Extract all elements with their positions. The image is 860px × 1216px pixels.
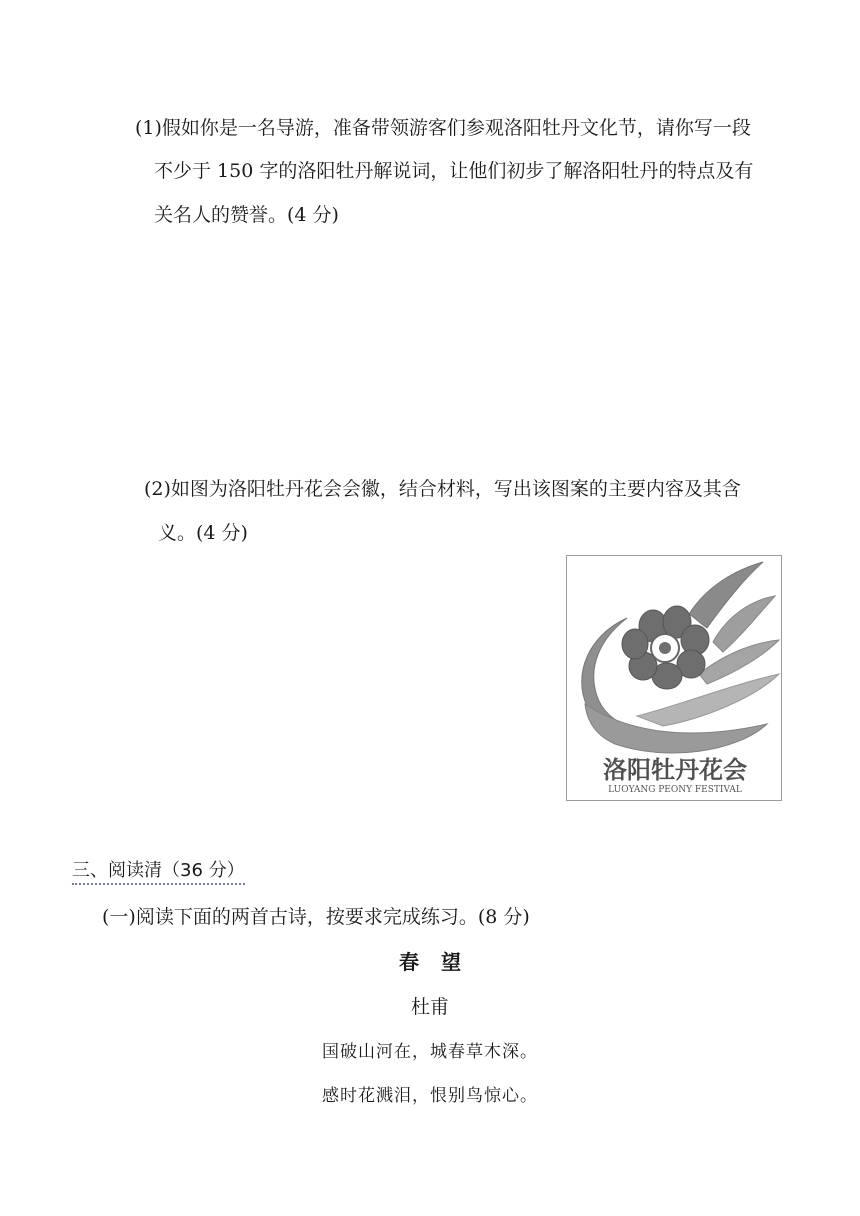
question-1-line-3: 关名人的赞誉。(4 分) xyxy=(154,204,339,226)
reading-instruction: (一)阅读下面的两首古诗，按要求完成练习。(8 分) xyxy=(102,906,530,928)
peony-emblem-graphic xyxy=(567,556,781,800)
poem-title: 春望 xyxy=(399,950,483,974)
emblem-english-title: LUOYANG PEONY FESTIVAL xyxy=(608,785,742,795)
question-1-line-2: 不少于 150 字的洛阳牡丹解说词，让他们初步了解洛阳牡丹的特点及有 xyxy=(154,160,754,182)
question-1-line-1: (1)假如你是一名导游，准备带领游客们参观洛阳牡丹文化节，请你写一段 xyxy=(135,117,751,139)
poem-line: 感时花溅泪，恨别鸟惊心。 xyxy=(322,1086,538,1106)
emblem-chinese-title: 洛阳牡丹花会 xyxy=(603,755,747,784)
question-2-line-2: 义。(4 分) xyxy=(158,522,248,544)
question-2-line-1: (2)如图为洛阳牡丹花会会徽，结合材料，写出该图案的主要内容及其含 xyxy=(144,478,741,500)
section-heading: 三、阅读清（36 分） xyxy=(72,859,245,885)
poem-author: 杜甫 xyxy=(410,996,449,1018)
luoyang-peony-festival-emblem xyxy=(566,555,782,801)
poem-line: 国破山河在，城春草木深。 xyxy=(322,1042,538,1062)
